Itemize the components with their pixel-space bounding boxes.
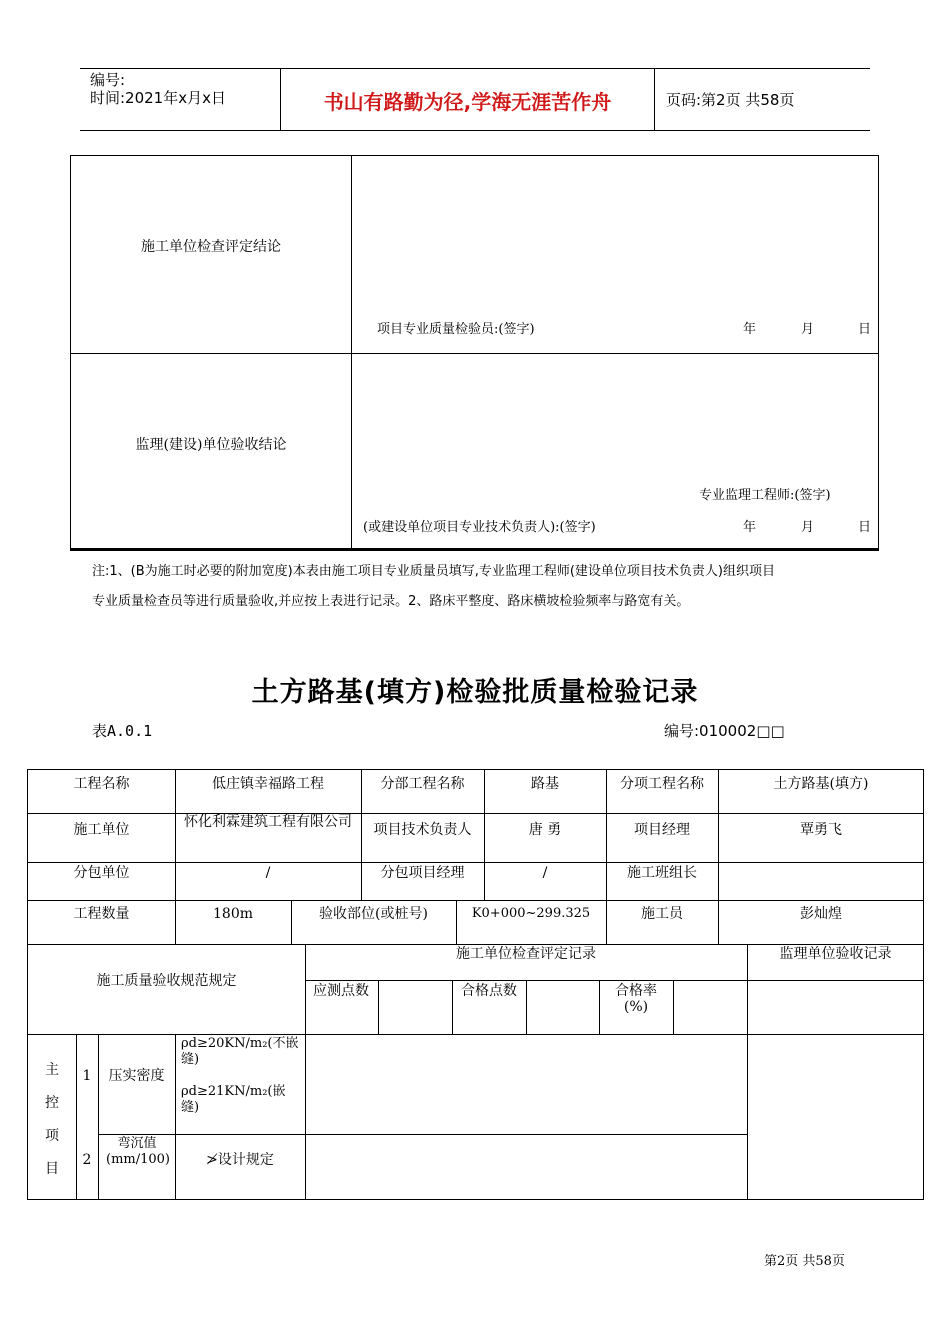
sign-table	[70, 155, 879, 551]
item: 土方路基(填方)	[773, 776, 869, 792]
motto: 书山有路勤为径,学海无涯苦作舟	[323, 90, 612, 114]
rate-label: 合格率(%)	[615, 983, 657, 1015]
subdivision: 路基	[531, 776, 559, 792]
team-leader-label: 施工班组长	[627, 865, 697, 881]
date-month: 月	[801, 520, 815, 535]
contractor-label: 施工单位	[73, 822, 130, 838]
date-day: 日	[858, 520, 872, 535]
date-year: 年	[743, 520, 757, 535]
supervisor-record-label: 监理单位验收记录	[779, 946, 892, 962]
row1-requirement-a: ρd≥20KN/m₂(不嵌缝)	[181, 1036, 299, 1067]
subcontractor-label: 分包单位	[73, 865, 130, 881]
note-line-1: 注:1、(B为施工时必要的附加宽度)本表由施工项目专业质量员填写,专业监理工程师(建设单位项目技术负责人)组织项目	[92, 564, 775, 579]
date-year: 年	[743, 322, 757, 337]
project-name: 低庄镇幸福路工程	[212, 776, 324, 792]
project-name-label: 工程名称	[73, 776, 130, 792]
table-number: 表A.0.1	[92, 722, 153, 740]
check-record-label: 施工单位检查评定记录	[456, 946, 596, 962]
passed-label: 合格点数	[461, 983, 517, 999]
row2-requirement: ≯设计规定	[206, 1152, 274, 1168]
owner-signer: (或建设单位项目专业技术负责人):(签字)	[363, 520, 596, 535]
supervisor-signer: 专业监理工程师:(签字)	[699, 488, 831, 503]
worker: 彭灿煌	[800, 906, 842, 922]
tech-lead-label: 项目技术负责人	[373, 822, 472, 838]
note-line-2: 专业质量检查员等进行质量验收,并应按上表进行记录。2、路床平整度、路床横坡检验频率与路宽有关。	[92, 594, 690, 609]
quantity: 180m	[213, 906, 253, 922]
row2-no: 2	[82, 1152, 92, 1168]
constructor-conclusion-label: 施工单位检查评定结论	[141, 239, 281, 255]
pm-label: 项目经理	[634, 822, 690, 838]
spec-label: 施工质量验收规范规定	[96, 973, 237, 989]
quantity-label: 工程数量	[73, 906, 130, 922]
date-day: 日	[858, 322, 872, 337]
constructor-signer: 项目专业质量检验员:(签字)	[377, 322, 535, 337]
page-number: 页码:第2页 共58页	[666, 91, 795, 109]
time-label: 时间:2021年x月x日	[90, 89, 226, 107]
row2-name: 弯沉值(mm/100)	[106, 1136, 170, 1167]
header-meta	[90, 71, 226, 107]
location: K0+000~299.325	[471, 906, 591, 921]
points-label: 应测点数	[313, 983, 369, 999]
sub-pm-label: 分包项目经理	[380, 865, 465, 881]
contractor: 怀化利霖建筑工程有限公司	[184, 814, 352, 830]
code-label: 编号:	[90, 71, 126, 89]
inspection-table	[27, 769, 924, 1200]
row1-requirement-b: ρd≥21KN/m₂(嵌缝)	[181, 1084, 286, 1115]
main-items-label: 主控项目	[45, 1062, 59, 1177]
sub-pm: /	[542, 865, 548, 881]
subdivision-label: 分部工程名称	[380, 776, 465, 792]
worker-label: 施工员	[641, 906, 683, 922]
subcontractor: /	[265, 865, 271, 881]
row1-name: 压实密度	[108, 1068, 165, 1084]
supervisor-conclusion-label: 监理(建设)单位验收结论	[135, 437, 287, 453]
item-label: 分项工程名称	[620, 776, 704, 792]
date-month: 月	[801, 322, 815, 337]
tech-lead: 唐 勇	[528, 822, 562, 838]
page-header	[80, 68, 870, 131]
form-title: 土方路基(填方)检验批质量检验记录	[251, 677, 699, 708]
row1-no: 1	[82, 1068, 92, 1084]
page-footer: 第2页 共58页	[764, 1254, 845, 1269]
serial-number: 编号:010002□□	[664, 722, 785, 740]
pm: 覃勇飞	[800, 822, 842, 838]
location-label: 验收部位(或桩号)	[319, 906, 428, 922]
